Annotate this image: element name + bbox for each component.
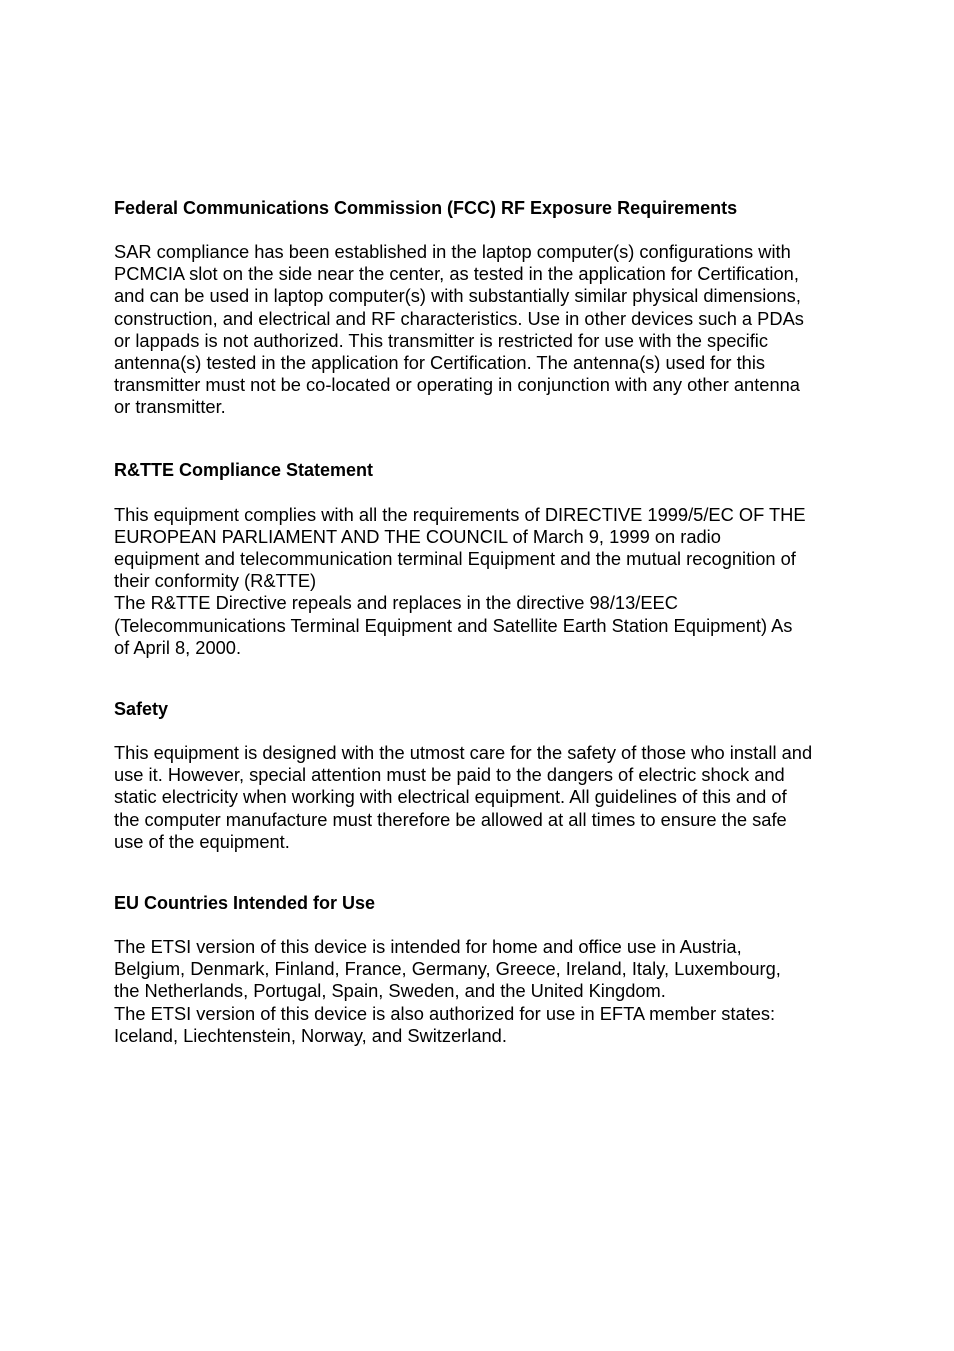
section-title-safety: Safety xyxy=(114,699,169,720)
text-line: antenna(s) tested in the application for Certification. The antenna(s) used for this xyxy=(114,352,766,374)
text-line: The ETSI version of this device is also authorized for use in EFTA member states: xyxy=(114,1002,776,1024)
text-line: The ETSI version of this device is intended for home and office use in Austria, xyxy=(114,936,742,958)
paragraph-rtte xyxy=(114,504,854,659)
text-line: This equipment complies with all the requirements of DIRECTIVE 1999/5/EC OF THE xyxy=(114,503,806,525)
paragraph-safety xyxy=(114,742,854,853)
text-line: The R&TTE Directive repeals and replaces in the directive 98/13/EEC xyxy=(114,592,678,614)
text-line: Belgium, Denmark, Finland, France, Germany, Greece, Ireland, Italy, Luxembourg, xyxy=(114,958,781,980)
text-line: SAR compliance has been established in the laptop computer(s) configurations with xyxy=(114,241,791,262)
text-line: of April 8, 2000. xyxy=(114,636,242,658)
text-line: the Netherlands, Portugal, Spain, Sweden, and the United Kingdom. xyxy=(114,980,666,1002)
text-line: equipment and telecommunication terminal Equipment and the mutual recognition of xyxy=(114,548,796,570)
text-line: static electricity when working with electrical equipment. All guidelines of this and of xyxy=(114,786,787,808)
paragraph-eu-countries xyxy=(114,936,854,1047)
section-title-rtte: R&TTE Compliance Statement xyxy=(114,459,374,480)
text-line: the computer manufacture must therefore be allowed at all times to ensure the safe xyxy=(114,808,787,830)
document-page xyxy=(114,197,854,1047)
text-line: their conformity (R&TTE) xyxy=(114,570,317,592)
text-line: use of the equipment. xyxy=(114,830,290,852)
text-line: This equipment is designed with the utmost care for the safety of those who install and xyxy=(114,742,813,764)
section-title-fcc: Federal Communications Commission (FCC) RF Exposure Requirements xyxy=(114,198,738,218)
paragraph-fcc xyxy=(114,241,854,419)
text-line: or transmitter. xyxy=(114,396,226,418)
text-line: PCMCIA slot on the side near the center, as tested in the application for Certification, xyxy=(114,263,799,285)
text-line: and can be used in laptop computer(s) with substantially similar physical dimensions, xyxy=(114,285,801,307)
text-line: or lappads is not authorized. This transmitter is restricted for use with the specific xyxy=(114,329,769,351)
text-line: Iceland, Liechtenstein, Norway, and Switzerland. xyxy=(114,1024,507,1046)
section-title-eu-countries: EU Countries Intended for Use xyxy=(114,893,376,914)
text-line: use it. However, special attention must be paid to the dangers of electric shock and xyxy=(114,764,785,786)
text-line: (Telecommunications Terminal Equipment and Satellite Earth Station Equipment) As xyxy=(114,614,793,636)
text-line: transmitter must not be co-located or operating in conjunction with any other antenna xyxy=(114,374,800,396)
text-line: EUROPEAN PARLIAMENT AND THE COUNCIL of March 9, 1999 on radio xyxy=(114,525,721,547)
text-line: construction, and electrical and RF characteristics. Use in other devices such a PDAs xyxy=(114,307,804,329)
